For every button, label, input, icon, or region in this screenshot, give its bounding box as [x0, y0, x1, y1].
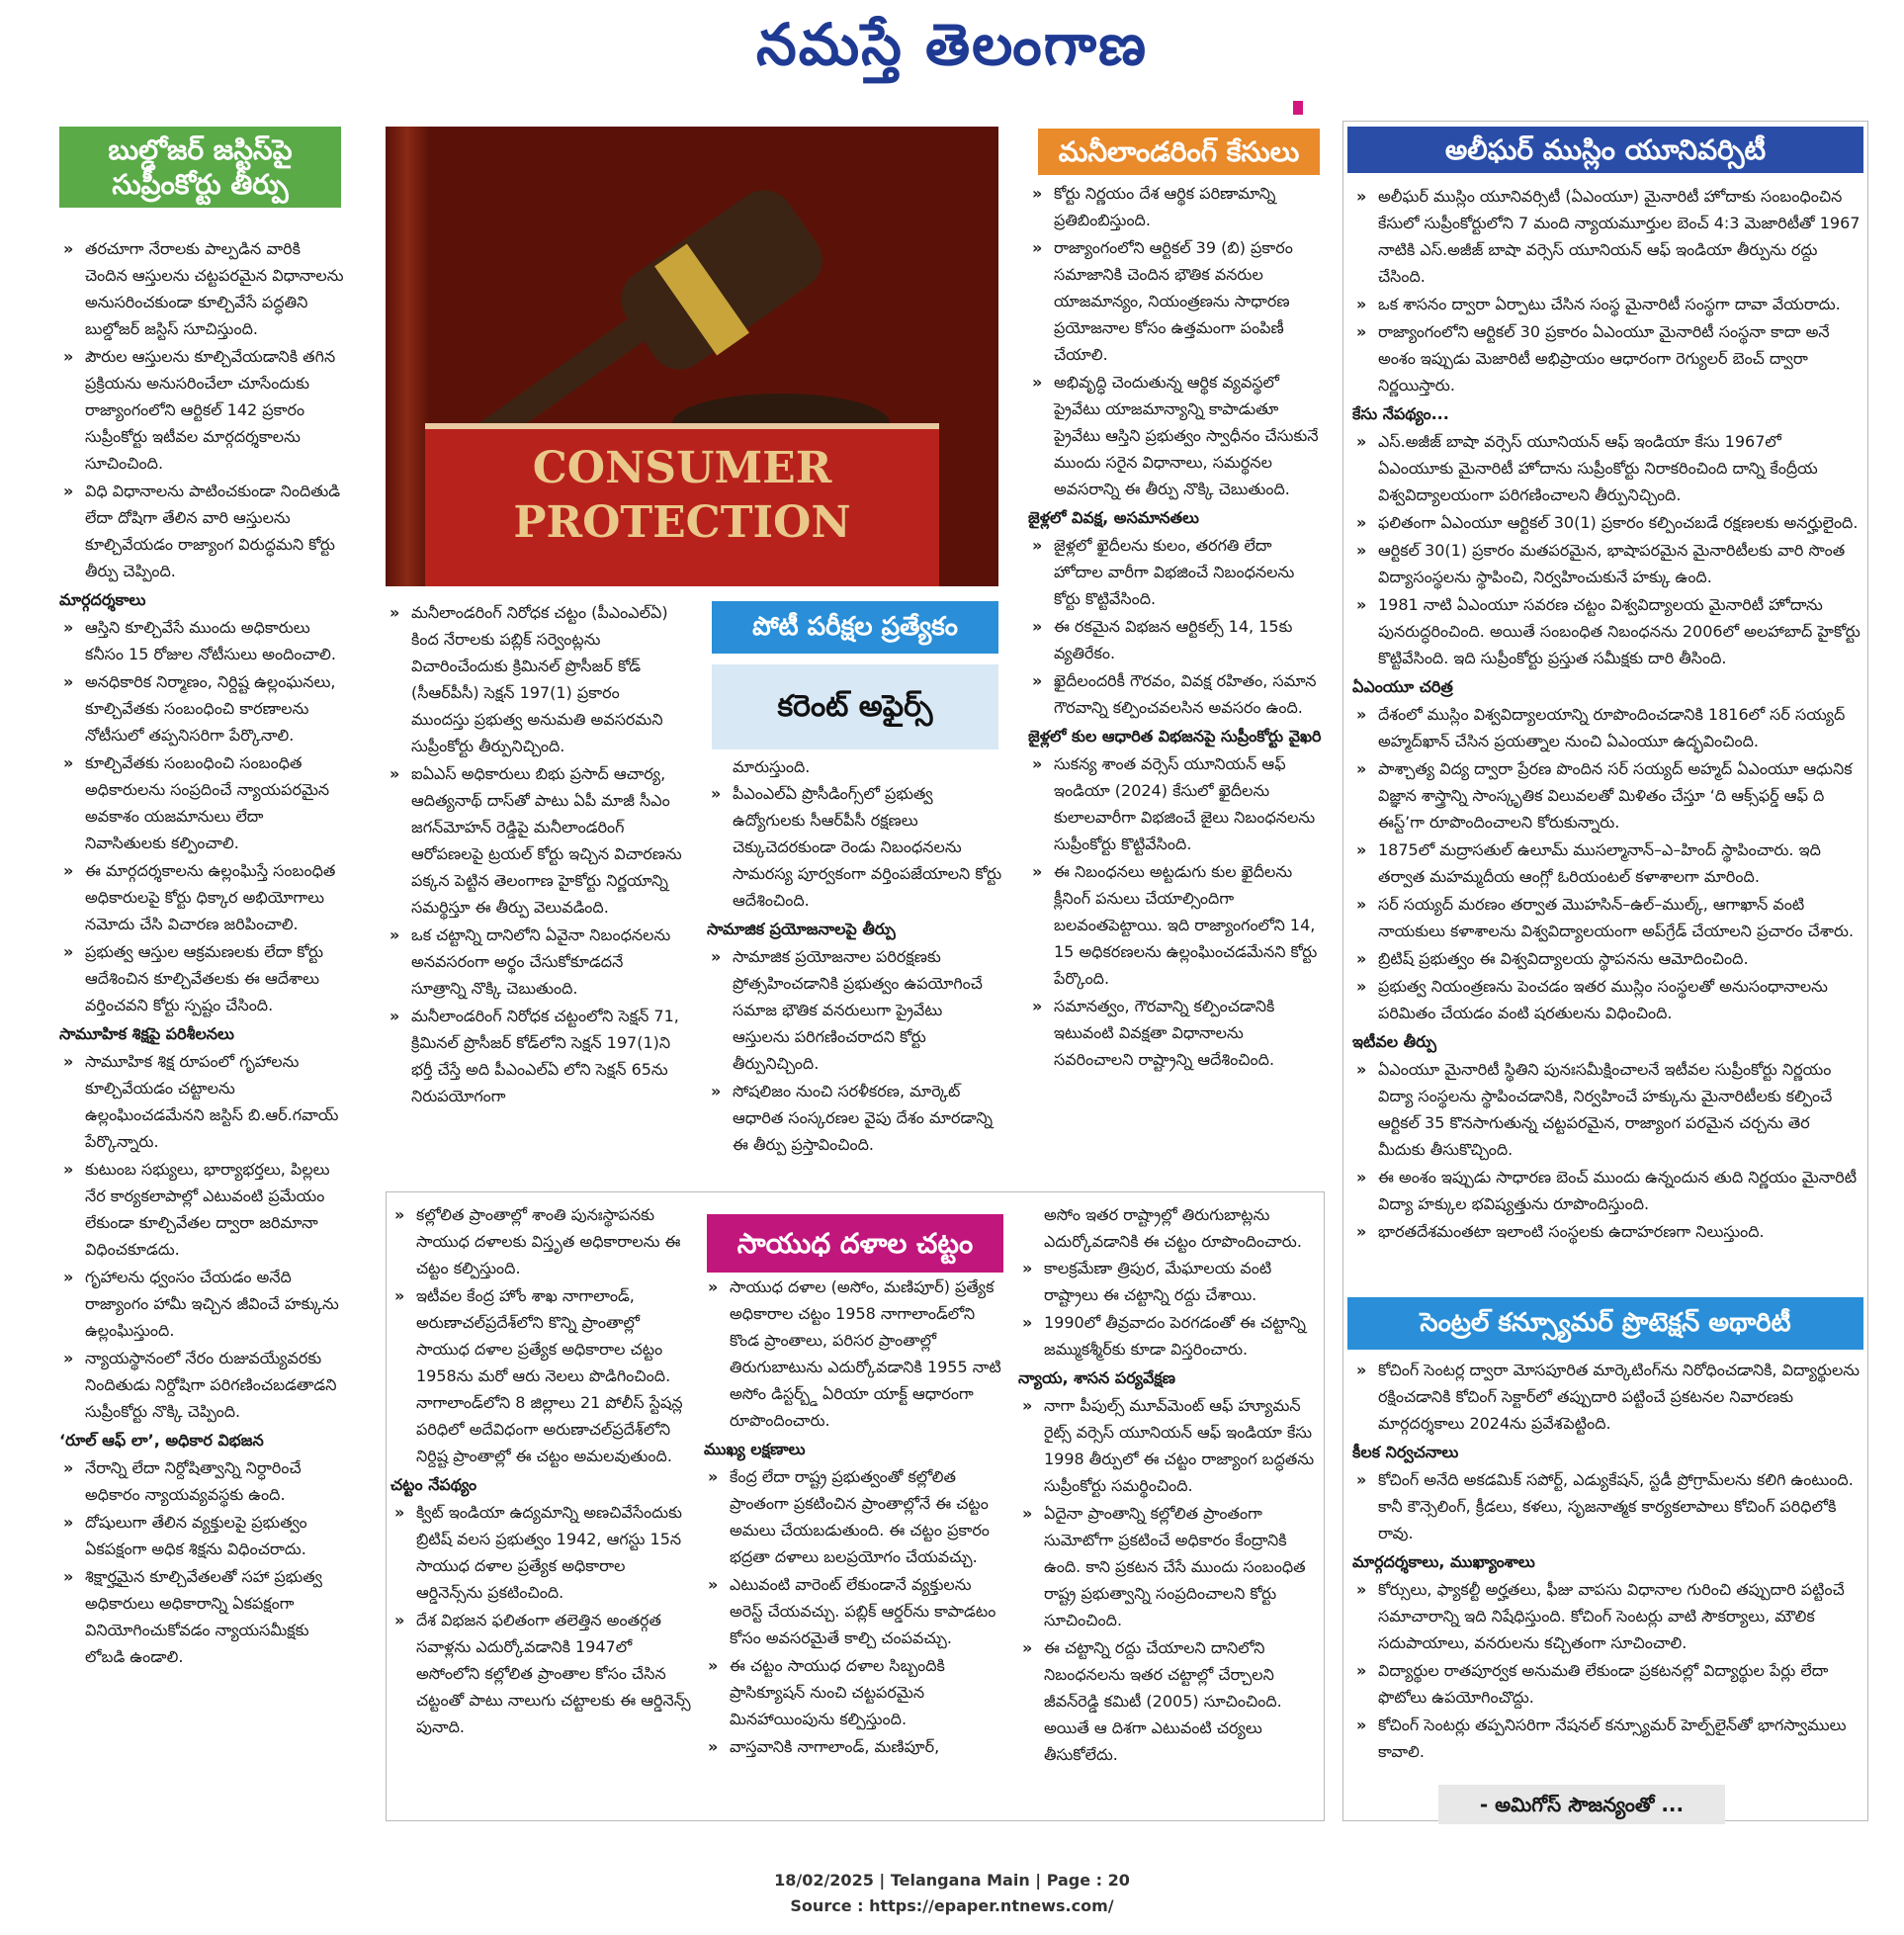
ccpa-guideline-item: » విద్యార్థుల రాతపూర్వక అనుమతి లేకుండా ప్రకటనల్లో విద్యార్థుల పేర్లు లేదా ఫొటోలు ఉపయోగించొద్దు. [1352, 1657, 1861, 1711]
ccpa-guidelines-subheading: మార్గదర్శకాలు, ముఖ్యాంశాలు [1352, 1552, 1535, 1571]
afspa-repeal-item: » 1990లో తీవ్రవాదం పెరగడంతో ఈ చట్టాన్ని జమ్ముకశ్మీర్‌కు కూడా విస్తరించారు. [1018, 1309, 1320, 1363]
recent-verdict-subheading: ఇటీవల తీర్పు [1352, 1032, 1436, 1051]
social-benefit-subheading: సామాజిక ప్రయోజనాలపై తీర్పు [707, 920, 896, 938]
act-background-item: » క్విట్ ఇండియా ఉద్యమాన్ని అణచివేసేందుకు బ్రిటిష్ వలస ప్రభుత్వం 1942, ఆగస్టు 15న సాయుధ దళాల ప్రత్యేక అధికారాల ఆర్డినెన్స్‌ను ప్రకటించింది. [390, 1499, 692, 1606]
afspa-column-a [390, 1201, 692, 1741]
masthead-title: నమస్తే తెలంగాణ [756, 11, 1148, 78]
current-affairs-banner: కరెంట్ అఫైర్స్ [712, 664, 998, 749]
history-item: » ప్రభుత్వ నియంత్రణను పెంచడం ఇతర ముస్లిం సంస్థలతో అనుసంధానాలను పరిమితం చేయడం వంటి షరతులను విధించింది. [1352, 973, 1861, 1026]
judicial-item: » ఏదైనా ప్రాంతాన్ని కల్లోలిత ప్రాంతంగా సుమోటోగా ప్రకటించే అధికారం కేంద్రానికి ఉంది. కాని ప్రకటన చేసే ముందు సంబంధిత రాష్ట్ర ప్రభుత్వాన్ని సంప్రదించాలని కోర్టు సూచించింది. [1018, 1500, 1320, 1633]
history-item: » పాశ్చాత్య విద్య ద్వారా ప్రేరణ పొందిన సర్ సయ్యద్ అహ్మద్ ఏఎంయూ ఆధునిక విజ్ఞాన శాస్త్రాన్ని సాంస్కృతిక విలువలతో మిళితం చేస్తూ ‘ది ఆక్స్‌ఫర్డ్ ఆఫ్ ది ఈస్ట్’గా రూపొందించాలని కోరుకున్నారు. [1352, 755, 1861, 836]
amu-heading: అలీఘర్ ముస్లిం యూనివర్సిటీ [1347, 127, 1863, 173]
amu-history-subheading: ఏఎంయూ చరిత్ర [1352, 677, 1453, 696]
rule-of-law-item: » శిక్షార్హమైన కూల్చివేతలతో సహా ప్రభుత్వ అధికారులు అధికారాన్ని ఏకపక్షంగా వినియోగించుకోవడం న్యాయసమీక్షకు లోబడి ఉండాలి. [59, 1563, 346, 1670]
amu-item: » రాజ్యాంగంలోని ఆర్టికల్ 30 ప్రకారం ఏఎంయూ మైనారిటీ సంస్థనా కాదా అనే అంశం ఇప్పుడు మెజారిటీ అభిప్రాయం ఆధారంగా రెగ్యులర్ బెంచ్ ద్వారా నిర్ణయిస్తారు. [1352, 318, 1861, 398]
ccpa-guideline-item: » కోచింగ్ సెంటర్లు తప్పనిసరిగా నేషనల్ కన్స్యూమర్ హెల్ప్‌లైన్‌తో భాగస్వాములు కావాలి. [1352, 1712, 1861, 1765]
feature-item: » ఈ చట్టం సాయుధ దళాల సిబ్బందికి ప్రాసిక్యూషన్ నుంచి చట్టపరమైన మినహాయింపును కల్పిస్తుంది. [704, 1652, 1005, 1732]
bulldozer-heading: బుల్డోజర్ జస్టిస్‌పై సుప్రీంకోర్టు తీర్పు [59, 127, 341, 208]
definition-item: » కోచింగ్ అనేది అకడమిక్ సపోర్ట్, ఎడ్యుకేషన్, స్టడీ ప్రోగ్రామ్‌లను కలిగి ఉంటుంది. కానీ కౌన్సెలింగ్, క్రీడలు, కళలు, సృజనాత్మక కార్యకలాపాలు కోచింగ్ పరిధిలోకి రావు. [1352, 1466, 1861, 1546]
collective-item: » గృహాలను ధ్వంసం చేయడం అనేది రాజ్యాంగం హామీ ఇచ్చిన జీవించే హక్కును ఉల్లంఘిస్తుంది. [59, 1264, 346, 1344]
key-definitions-subheading: కీలక నిర్వచనాలు [1352, 1443, 1459, 1461]
bulldozer-intro-3: » విధి విధానాలను పాటించకుండా నిందితుడి లేదా దోషిగా తేలిన వారి ఆస్తులను కూల్చివేయడం రాజ్యాంగ విరుద్ధమని కోర్టు తీర్పు చెప్పింది. [59, 478, 346, 584]
bulldozer-intro-1: » తరచూగా నేరాలకు పాల్పడిన వారికి చెందిన ఆస్తులను చట్టపరమైన విధానాలను అనుసరించకుండా కూల్చివేసే పద్ధతిని బుల్డోజర్ జస్టిస్ సూచిస్తుంది. [59, 235, 346, 342]
pmla-item: » మనీలాండరింగ్ నిరోధక చట్టంలోని సెక్షన్ 71, క్రిమినల్ ప్రొసీజర్ కోడ్‌లోని సెక్షన్ 197(1)ని భర్తీ చేస్తే అది పీఎంఎల్‌ఏ లోని సెక్షన్ 65ను నిరుపయోగంగా [386, 1003, 682, 1109]
prison-discrimination-subheading: జైళ్లలో వివక్ష, అసమానతలు [1028, 508, 1199, 527]
afspa-repeal-item: » కాలక్రమేణా త్రిపుర, మేఘాలయ వంటి రాష్ట్రాలు ఈ చట్టాన్ని రద్దు చేశాయి. [1018, 1255, 1320, 1308]
act-background-item: » దేశ విభజన ఫలితంగా తలెత్తిన అంతర్గత సవాళ్లను ఎదుర్కోవడానికి 1947లో అసోంలోని కల్లోలిత ప్రాంతాల కోసం చేసిన చట్టంతో పాటు నాలుగు చట్టాలకు ఈ ఆర్డినెన్స్ పునాది. [390, 1607, 692, 1740]
amu-item: » ఒక శాసనం ద్వారా ఏర్పాటు చేసిన సంస్థ మైనారిటీ సంస్థగా దావా వేయరాదు. [1352, 291, 1861, 317]
afspa-item: » ఇటీవల కేంద్ర హోం శాఖ నాగాలాండ్, అరుణాచల్‌ప్రదేశ్‌లోని కొన్ని ప్రాంతాల్లో సాయుధ దళాల ప్రత్యేక అధికారాల చట్టం 1958ను మరో ఆరు నెలలు పొడిగించింది. నాగాలాండ్‌లోని 8 జిల్లాలు 21 పోలీస్ స్టేషన్ల పరిధిలో అదేవిధంగా అరుణాచల్‌ప్రదేశ్‌లోని నిర్దిష్ట ప్రాంతాల్లో ఈ చట్టం అమలవుతుంది. [390, 1282, 692, 1469]
ml-item: » కోర్టు నిర్ణయం దేశ ఆర్థిక పరిణామాన్ని ప్రతిబింబిస్తుంది. [1028, 180, 1325, 233]
ccpa-guideline-item: » కోర్సులు, ఫ్యాకల్టీ అర్హతలు, ఫీజు వాపసు విధానాల గురించి తప్పుదారి పట్టించే సమాచారాన్ని ఇది నిషేధిస్తుంది. కోచింగ్ సెంటర్లు వాటి సౌకర్యాలు, మౌలిక సదుపాయాలు, వనరులను కచ్చితంగా సూచించాలి. [1352, 1576, 1861, 1656]
ccpa-item: » కోచింగ్ సెంటర్ల ద్వారా మోసపూరిత మార్కెటింగ్‌ను నిరోధించడానికి, విద్యార్థులను రక్షించడానికి కోచింగ్ సెక్టార్‌లో తప్పుదారి పట్టించే ప్రకటనల నివారణకు మార్గదర్శకాలు 2024ను ప్రవేశపెట్టింది. [1352, 1357, 1861, 1437]
ccpa-column [1352, 1357, 1861, 1766]
pmla-item: » ఐఏఎస్ అధికారులు బిభు ప్రసాద్ ఆచార్య, ఆదిత్యనాథ్ దాస్‌తో పాటు ఏపీ మాజీ సీఎం జగన్‌మోహన్ రెడ్డిపై మనీలాండరింగ్ ఆరోపణలపై ట్రయల్ కోర్టు ఇచ్చిన విచారణను పక్కన పెట్టిన తెలంగాణ హైకోర్టు నిర్ణయాన్ని సమర్థిస్తూ ఈ తీర్పు వెలువడింది. [386, 760, 682, 921]
history-item: » దేశంలో ముస్లిం విశ్వవిద్యాలయాన్ని రూపొందించడానికి 1816లో సర్ సయ్యద్ అహ్మద్‌ఖాన్ చేసిన ప్రయత్నాల నుంచి ఏఎంయూ ఉద్భవించింది. [1352, 701, 1861, 754]
history-item: » 1875లో మద్రాసతుల్ ఉలూమ్ ముసల్మానాన్–ఎ–హింద్ స్థాపించారు. ఇది తర్వాత మహమ్మదీయ ఆంగ్లో ఓరియంటల్ కళాశాలగా మారింది. [1352, 836, 1861, 890]
money-laundering-heading: మనీలాండరింగ్ కేసులు [1038, 129, 1320, 175]
history-item: » బ్రిటిష్ ప్రభుత్వం ఈ విశ్వవిద్యాలయ స్థాపనను ఆమోదించింది. [1352, 945, 1861, 972]
collective-item: » సామూహిక శిక్ష రూపంలో గృహాలను కూల్చివేయడం చట్టాలను ఉల్లంఘించడమేనని జస్టిస్ బి.ఆర్.గవాయ్ పేర్కొన్నారు. [59, 1048, 346, 1155]
rule-of-law-item: » నేరాన్ని లేదా నిర్దోషిత్వాన్ని నిర్ధారించే అధికారం న్యాయవ్యవస్థకు ఉంది. [59, 1454, 346, 1508]
key-features-subheading: ముఖ్య లక్షణాలు [704, 1440, 806, 1458]
afspa-column-b [704, 1274, 1005, 1761]
guideline-item: » ఆస్తిని కూల్చివేసే ముందు అధికారులు కనీసం 15 రోజుల నోటీసులు అందించాలి. [59, 614, 346, 667]
guideline-item: » ఈ మార్గదర్శకాలను ఉల్లంఘిస్తే సంబంధిత అధికారులపై కోర్టు ధిక్కార అభియోగాలు నమోదు చేసి విచారణ జరిపించాలి. [59, 857, 346, 937]
case-item: » 1981 నాటి ఏఎంయూ సవరణ చట్టం విశ్వవిద్యాలయ మైనారిటీ హోదాను పునరుద్ధరించింది. అయితే సంబంధిత నిబంధనను 2006లో అలహాబాద్ హైకోర్టు కొట్టివేసింది. ఇది సుప్రీంకోర్టు ప్రస్తుత సమీక్షకు దారి తీసింది. [1352, 591, 1861, 671]
feature-item: » ఎటువంటి వారెంట్ లేకుండానే వ్యక్తులను అరెస్ట్ చేయవచ్చు. పబ్లిక్ ఆర్డర్‌ను కాపాడటం కోసం అవసరమైతే కాల్చి చంపవచ్చు. [704, 1571, 1005, 1651]
footer-date-line: 18/02/2025 | Telangana Main | Page : 20 [774, 1871, 1130, 1890]
afspa-column-c [1018, 1201, 1320, 1769]
consumer-protection-photo [386, 127, 998, 586]
footer-source-link[interactable]: Source : https://epaper.ntnews.com/ [790, 1896, 1114, 1915]
afspa-heading: సాయుధ దళాల చట్టం [707, 1214, 1003, 1273]
social-benefit-item: » సామాజిక ప్రయోజనాల పరిరక్షణకు ప్రోత్సహించడానికి ప్రభుత్వం ఉపయోగించే సమాజ భౌతిక వనరులుగా ప్రైవేటు ఆస్తులను పరిగణించరాదని కోర్టు తీర్పునిచ్చింది. [707, 943, 1003, 1077]
collective-item: » కుటుంబ సభ్యులు, భార్యాభర్తలు, పిల్లలు నేర కార్యకలాపాల్లో ఎటువంటి ప్రమేయం లేకుండా కూల్చివేతల ద్వారా జరిమానా విధించకూడదు. [59, 1156, 346, 1263]
ccpa-heading: సెంట్రల్ కన్స్యూమర్ ప్రొటెక్షన్ అథారిటీ [1347, 1297, 1863, 1350]
prison-item: » ఖైదీలందరికీ గౌరవం, వివక్ష రహితం, సమాన గౌరవాన్ని కల్పించవలసిన అవసరం ఉంది. [1028, 667, 1325, 721]
prison-item: » ఈ రకమైన విభజన ఆర్టికల్స్ 14, 15కు వ్యతిరేకం. [1028, 613, 1325, 666]
act-background-subheading: చట్టం నేపథ్యం [390, 1475, 477, 1494]
current-affairs-column [707, 753, 1003, 1159]
afspa-item: » కల్లోలిత ప్రాంతాల్లో శాంతి పునఃస్థాపనకు సాయుధ దళాలకు విస్తృత అధికారాలను ఈ చట్టం కల్పిస్తుంది. [390, 1201, 692, 1281]
ml-item: » రాజ్యాంగంలోని ఆర్టికల్ 39 (బి) ప్రకారం సమాజానికి చెందిన భౌతిక వనరుల యాజమాన్యం, నియంత్రణను సాధారణ ప్రయోజనాల కోసం ఉత్తమంగా పంపిణీ చేయాలి. [1028, 234, 1325, 368]
rule-of-law-subheading: ‘రూల్ ఆఫ్ లా’, అధికార విభజన [59, 1431, 264, 1450]
pmla-column [386, 599, 682, 1110]
collective-item: » న్యాయస్థానంలో నేరం రుజువయ్యేవరకు నిందితుడు నిర్దోషిగా పరిగణించబడతాడని సుప్రీంకోర్టు నొక్కి చెప్పింది. [59, 1345, 346, 1425]
verdict-item: » ఏఎంయూ మైనారిటీ స్థితిని పునఃసమీక్షించాలనే ఇటీవల సుప్రీంకోర్టు నిర్ణయం విద్యా సంస్థలను స్థాపించడానికి, నిర్వహించే హక్కును మైనారిటీలకు కల్పించే ఆర్టికల్ 35 కొనసాగుతున్న చట్టపరమైన, రాజ్యాంగ పరమైన చర్చను తెర మీదుకు తీసుకొచ్చింది. [1352, 1056, 1861, 1163]
ml-item: » అభివృద్ధి చెందుతున్న ఆర్థిక వ్యవస్థలో ప్రైవేటు యాజమాన్యాన్ని కాపాడుతూ ప్రైవేటు ఆస్తిని ప్రభుత్వం స్వాధీనం చేసుకునే ముందు సరైన విధానాలు, సమర్థనల అవసరాన్ని ఈ తీర్పు నొక్కి చెబుతుంది. [1028, 369, 1325, 502]
judicial-review-subheading: న్యాయ, శాసన పర్యవేక్షణ [1018, 1368, 1175, 1387]
guideline-item: » కూల్చివేతకు సంబంధించి సంబంధిత అధికారులను సంప్రదించే న్యాయపరమైన అవకాశం యజమానులు లేదా నివాసితులకు కల్పించాలి. [59, 749, 346, 856]
afspa-origin-item: » సాయుధ దళాల (అసోం, మణిపూర్) ప్రత్యేక అధికారాల చట్టం 1958 నాగాలాండ్‌లోని కొండ ప్రాంతాలు, పరిసర ప్రాంతాల్లో తిరుగుబాటును ఎదుర్కోవడానికి 1955 నాటి అసోం డిస్టర్బ్డ్ ఏరియా యాక్ట్ ఆధారంగా రూపొందించారు. [704, 1274, 1005, 1434]
caste-item: » సుకన్య శాంత వర్సెస్ యూనియన్ ఆఫ్ ఇండియా (2024) కేసులో ఖైదీలను కులాలవారీగా విభజించే జైలు నిబంధనలను సుప్రీంకోర్టు కొట్టివేసింది. [1028, 750, 1325, 857]
pmla-ruling-item: » పీఎంఎల్‌ఏ ప్రొసీడింగ్స్‌లో ప్రభుత్వ ఉద్యోగులకు సీఆర్‌పీసీ రక్షణలు చెక్కుచెదరకుండా రెండు నిబంధనలను సామరస్య పూర్వకంగా వర్తింపజేయాలని కోర్టు ఆదేశించింది. [707, 780, 1003, 914]
judicial-item: » ఈ చట్టాన్ని రద్దు చేయాలని దానిలోని నిబంధనలను ఇతర చట్టాల్లో చేర్చాలని జీవన్‌రెడ్డి కమిటీ (2005) సూచించింది. అయితే ఆ దిశగా ఎటువంటి చర్యలు తీసుకోలేదు. [1018, 1634, 1320, 1768]
feature-item: » కేంద్ర లేదా రాష్ట్ర ప్రభుత్వంతో కల్లోలిత ప్రాంతంగా ప్రకటించిన ప్రాంతాల్లోనే ఈ చట్టం అమలు చేయబడుతుంది. ఈ చట్టం ప్రకారం భద్రతా దళాలు బలప్రయోగం చేయవచ్చు. [704, 1463, 1005, 1570]
accent-mark [1293, 101, 1303, 115]
afspa-continuation: అసోం ఇతర రాష్ట్రాల్లో తిరుగుబాట్లను ఎదుర్కోవడానికి ఈ చట్టం రూపొందించారు. [1044, 1205, 1302, 1251]
bulldozer-intro-2: » పౌరుల ఆస్తులను కూల్చివేయడానికి తగిన ప్రక్రియను అనుసరించేలా చూసేందుకు రాజ్యాంగంలోని ఆర్టికల్ 142 ప్రకారం సుప్రీంకోర్టు ఇటీవల మార్గదర్శకాలను సూచించింది. [59, 343, 346, 477]
guidelines-subheading: మార్గదర్శకాలు [59, 590, 146, 609]
money-laundering-column [1028, 180, 1325, 1074]
verdict-item: » ఈ అంశం ఇప్పుడు సాధారణ బెంచ్ ముందు ఉన్నందున తుది నిర్ణయం మైనారిటీ విద్యా హక్కుల భవిష్యత్తును రూపొందిస్తుంది. [1352, 1164, 1861, 1217]
case-background-subheading: కేసు నేపథ్యం... [1352, 404, 1449, 423]
amu-column [1352, 183, 1861, 1246]
feature-item: » వాస్తవానికి నాగాలాండ్, మణిపూర్, [704, 1733, 1005, 1760]
caste-division-subheading: జైళ్లలో కుల ఆధారిత విభజనపై సుప్రీంకోర్టు వైఖరి [1028, 727, 1322, 746]
case-item: » ఆర్టికల్ 30(1) ప్రకారం మతపరమైన, భాషాపరమైన మైనారిటీలకు వారి సొంత విద్యాసంస్థలను స్థాపించి, నిర్వహించుకునే హక్కు ఉంది. [1352, 537, 1861, 590]
pmla-continuation: మారుస్తుంది. [733, 757, 811, 776]
credit-line: - అమిగోస్ సౌజన్యంతో ... [1438, 1785, 1725, 1824]
book-text-1: CONSUMER [532, 443, 832, 493]
caste-item: » ఈ నిబంధనలు అట్టడుగు కుల ఖైదీలను క్లీనింగ్ పనులు చేయాల్సిందిగా బలవంతపెట్టాయి. ఇది రాజ్యాంగంలోని 14, 15 అధికరణలను ఉల్లంఘించడమేనని కోర్టు పేర్కొంది. [1028, 858, 1325, 992]
pmla-item: » మనీలాండరింగ్ నిరోధక చట్టం (పీఎంఎల్‌ఏ) కింద నేరాలకు పబ్లిక్ సర్వెంట్లను విచారించేందుకు క్రిమినల్ ప్రొసీజర్ కోడ్ (సీఆర్‌పీసీ) సెక్షన్ 197(1) ప్రకారం ముందస్తు ప్రభుత్వ అనుమతి అవసరమని సుప్రీంకోర్టు తీర్పునిచ్చింది. [386, 599, 682, 759]
verdict-item: » భారతదేశమంతటా ఇలాంటి సంస్థలకు ఉదాహరణగా నిలుస్తుంది. [1352, 1218, 1861, 1245]
guideline-item: » అనధికారిక నిర్మాణం, నిర్దిష్ట ఉల్లంఘనలు, కూల్చివేతకు సంబంధించి కారణాలను నోటీసులో తప్పనిసరిగా పేర్కొనాలి. [59, 668, 346, 748]
caste-item: » సమానత్వం, గౌరవాన్ని కల్పించడానికి ఇటువంటి వివక్షతా విధానాలను సవరించాలని రాష్ట్రాన్ని ఆదేశించింది. [1028, 993, 1325, 1073]
pmla-item: » ఒక చట్టాన్ని దానిలోని ఏవైనా నిబంధనలను అనవసరంగా అర్థం చేసుకోకూడదనే సూత్రాన్ని నొక్కి చెబుతుంది. [386, 922, 682, 1002]
prison-item: » జైళ్లలో ఖైదీలను కులం, తరగతి లేదా హోదాల వారీగా విభజించే నిబంధనలను కోర్టు కొట్టివేసింది. [1028, 532, 1325, 612]
rule-of-law-item: » దోషులుగా తేలిన వ్యక్తులపై ప్రభుత్వం ఏకపక్షంగా అధిక శిక్షను విధించరాదు. [59, 1509, 346, 1562]
judicial-item: » నాగా పీపుల్స్ మూవ్‌మెంట్ ఆఫ్ హ్యూమన్ రైట్స్ వర్సెస్ యూనియన్ ఆఫ్ ఇండియా కేసు 1998 తీర్పులో ఈ చట్టం రాజ్యాంగ బద్ధతను సుప్రీంకోర్టు సమర్థించింది. [1018, 1392, 1320, 1499]
competitive-exams-banner: పోటీ పరీక్షల ప్రత్యేకం [712, 601, 998, 654]
collective-punishment-subheading: సామూహిక శిక్షపై పరిశీలనలు [59, 1024, 234, 1043]
case-item: » ఎస్.అజీజ్ బాషా వర్సెస్ యూనియన్ ఆఫ్ ఇండియా కేసు 1967లో ఏఎంయూకు మైనారిటీ హోదాను సుప్రీంకోర్టు నిరాకరించింది దాన్ని కేంద్రీయ విశ్వవిద్యాలయంగా పరిగణించాలని తీర్పునిచ్చింది. [1352, 428, 1861, 508]
book-text-2: PROTECTION [513, 497, 851, 548]
bulldozer-column [59, 235, 346, 1671]
social-benefit-item: » సోషలిజం నుంచి సరళీకరణ, మార్కెట్ ఆధారిత సంస్కరణల వైపు దేశం మారడాన్ని ఈ తీర్పు ప్రస్తావించింది. [707, 1078, 1003, 1158]
case-item: » ఫలితంగా ఏఎంయూ ఆర్టికల్ 30(1) ప్రకారం కల్పించబడే రక్షణలకు అనర్హులైంది. [1352, 509, 1861, 536]
guideline-item: » ప్రభుత్వ ఆస్తుల ఆక్రమణలకు లేదా కోర్టు ఆదేశించిన కూల్చివేతలకు ఈ ఆదేశాలు వర్తించవని కోర్టు స్పష్టం చేసింది. [59, 938, 346, 1018]
history-item: » సర్ సయ్యద్ మరణం తర్వాత మొహసిన్–ఉల్–ముల్క్, ఆగాఖాన్ వంటి నాయకులు కళాశాలను విశ్వవిద్యాలయంగా అప్‌గ్రేడ్ చేయాలని ప్రచారం చేశారు. [1352, 891, 1861, 944]
amu-item: » అలీఘర్ ముస్లిం యూనివర్సిటీ (ఏఎంయూ) మైనారిటీ హోదాకు సంబంధించిన కేసులో సుప్రీంకోర్టులోని 7 మంది న్యాయమూర్తుల బెంచ్ 4:3 మెజారిటీతో 1967 నాటికి ఎస్.అజీజ్ బాషా వర్సెస్ యూనియన్ ఆఫ్ ఇండియా తీర్పును రద్దు చేసింది. [1352, 183, 1861, 290]
